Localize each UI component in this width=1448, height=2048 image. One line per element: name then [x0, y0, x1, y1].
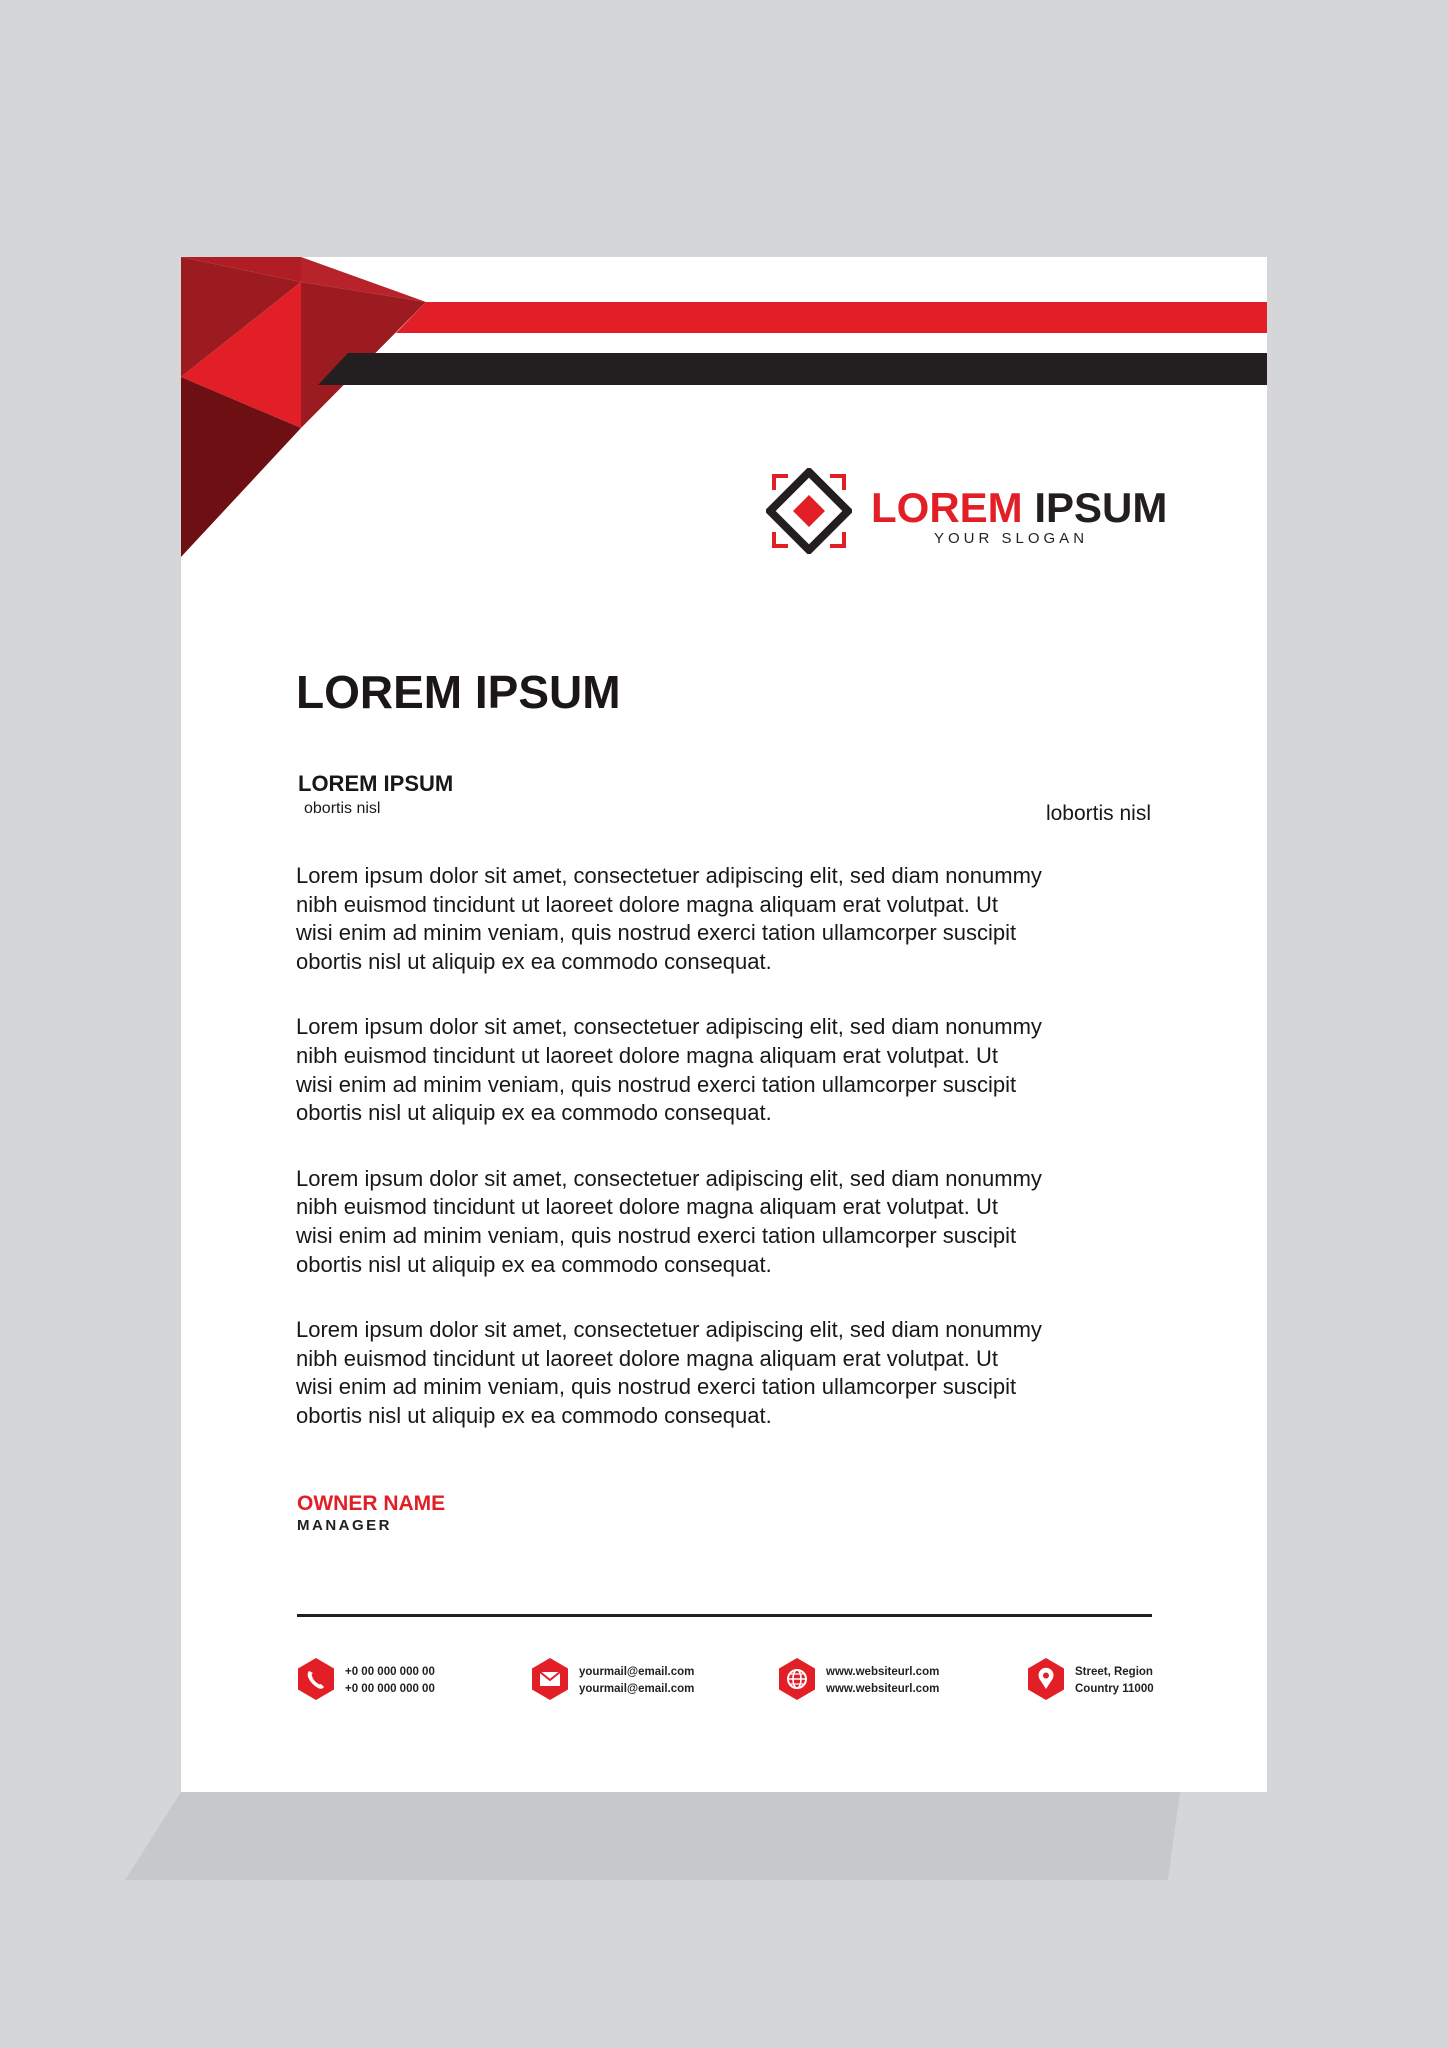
location-pin-icon	[1026, 1657, 1066, 1701]
owner-title: MANAGER	[297, 1517, 392, 1534]
logo-slogan: YOUR SLOGAN	[934, 530, 1089, 547]
body-paragraph: Lorem ipsum dolor sit amet, consectetuer adipiscing elit, sed diam nonummy nibh euismod tincidunt ut laoreet dolore magna aliquam erat volutpat. Ut wisi enim ad minim veniam, quis nostrud exerci tation ullamcorper suscipit obortis nisl ut aliquip ex ea commodo consequat.	[296, 863, 1042, 974]
footer-divider	[297, 1614, 1152, 1617]
email-icon	[530, 1657, 570, 1701]
red-stripe	[396, 302, 1267, 333]
recipient-name: LOREM IPSUM	[298, 771, 454, 796]
website-line-1: www.websiteurl.com	[826, 1666, 940, 1678]
website-line-2: www.websiteurl.com	[826, 1683, 940, 1695]
date-line: lobortis nisl	[1045, 802, 1151, 825]
address-lines	[1075, 1664, 1154, 1698]
email-line-1: yourmail@email.com	[579, 1666, 695, 1678]
email-line-2: yourmail@email.com	[579, 1683, 695, 1695]
black-stripe-shape	[318, 353, 1267, 385]
diamond-frame-icon	[766, 468, 852, 554]
owner-name: OWNER NAME	[297, 1492, 446, 1515]
recipient-subtitle: obortis nisl	[304, 800, 381, 817]
phone-line-2: +0 00 000 000 00	[345, 1683, 435, 1695]
letterhead-page	[181, 257, 1267, 1792]
company-logo	[766, 468, 1186, 558]
logo-word-1: LOREM	[871, 484, 1023, 531]
globe-icon	[777, 1657, 817, 1701]
body-paragraph: Lorem ipsum dolor sit amet, consectetuer adipiscing elit, sed diam nonummy nibh euismod tincidunt ut laoreet dolore magna aliquam erat volutpat. Ut wisi enim ad minim veniam, quis nostrud exerci tation ullamcorper suscipit obortis nisl ut aliquip ex ea commodo consequat.	[296, 1014, 1042, 1126]
phone-icon	[296, 1657, 336, 1701]
logo-wordmark	[871, 484, 1167, 532]
email-lines	[579, 1664, 694, 1698]
website-lines	[826, 1664, 939, 1698]
address-line-2: Country 11000	[1075, 1683, 1154, 1695]
body-paragraph: Lorem ipsum dolor sit amet, consectetuer adipiscing elit, sed diam nonummy nibh euismod tincidunt ut laoreet dolore magna aliquam erat volutpat. Ut wisi enim ad minim veniam, quis nostrud exerci tation ullamcorper suscipit obortis nisl ut aliquip ex ea commodo consequat.	[296, 1317, 1042, 1428]
letter-body	[296, 862, 1166, 1468]
document-title: LOREM IPSUM	[296, 666, 621, 718]
phone-lines	[345, 1664, 435, 1698]
phone-line-1: +0 00 000 000 00	[345, 1666, 435, 1678]
address-line-1: Street, Region	[1075, 1666, 1153, 1678]
body-paragraph: Lorem ipsum dolor sit amet, consectetuer adipiscing elit, sed diam nonummy nibh euismod tincidunt ut laoreet dolore magna aliquam erat volutpat. Ut wisi enim ad minim veniam, quis nostrud exerci tation ullamcorper suscipit obortis nisl ut aliquip ex ea commodo consequat.	[296, 1165, 1042, 1277]
logo-word-2: IPSUM	[1034, 484, 1168, 531]
